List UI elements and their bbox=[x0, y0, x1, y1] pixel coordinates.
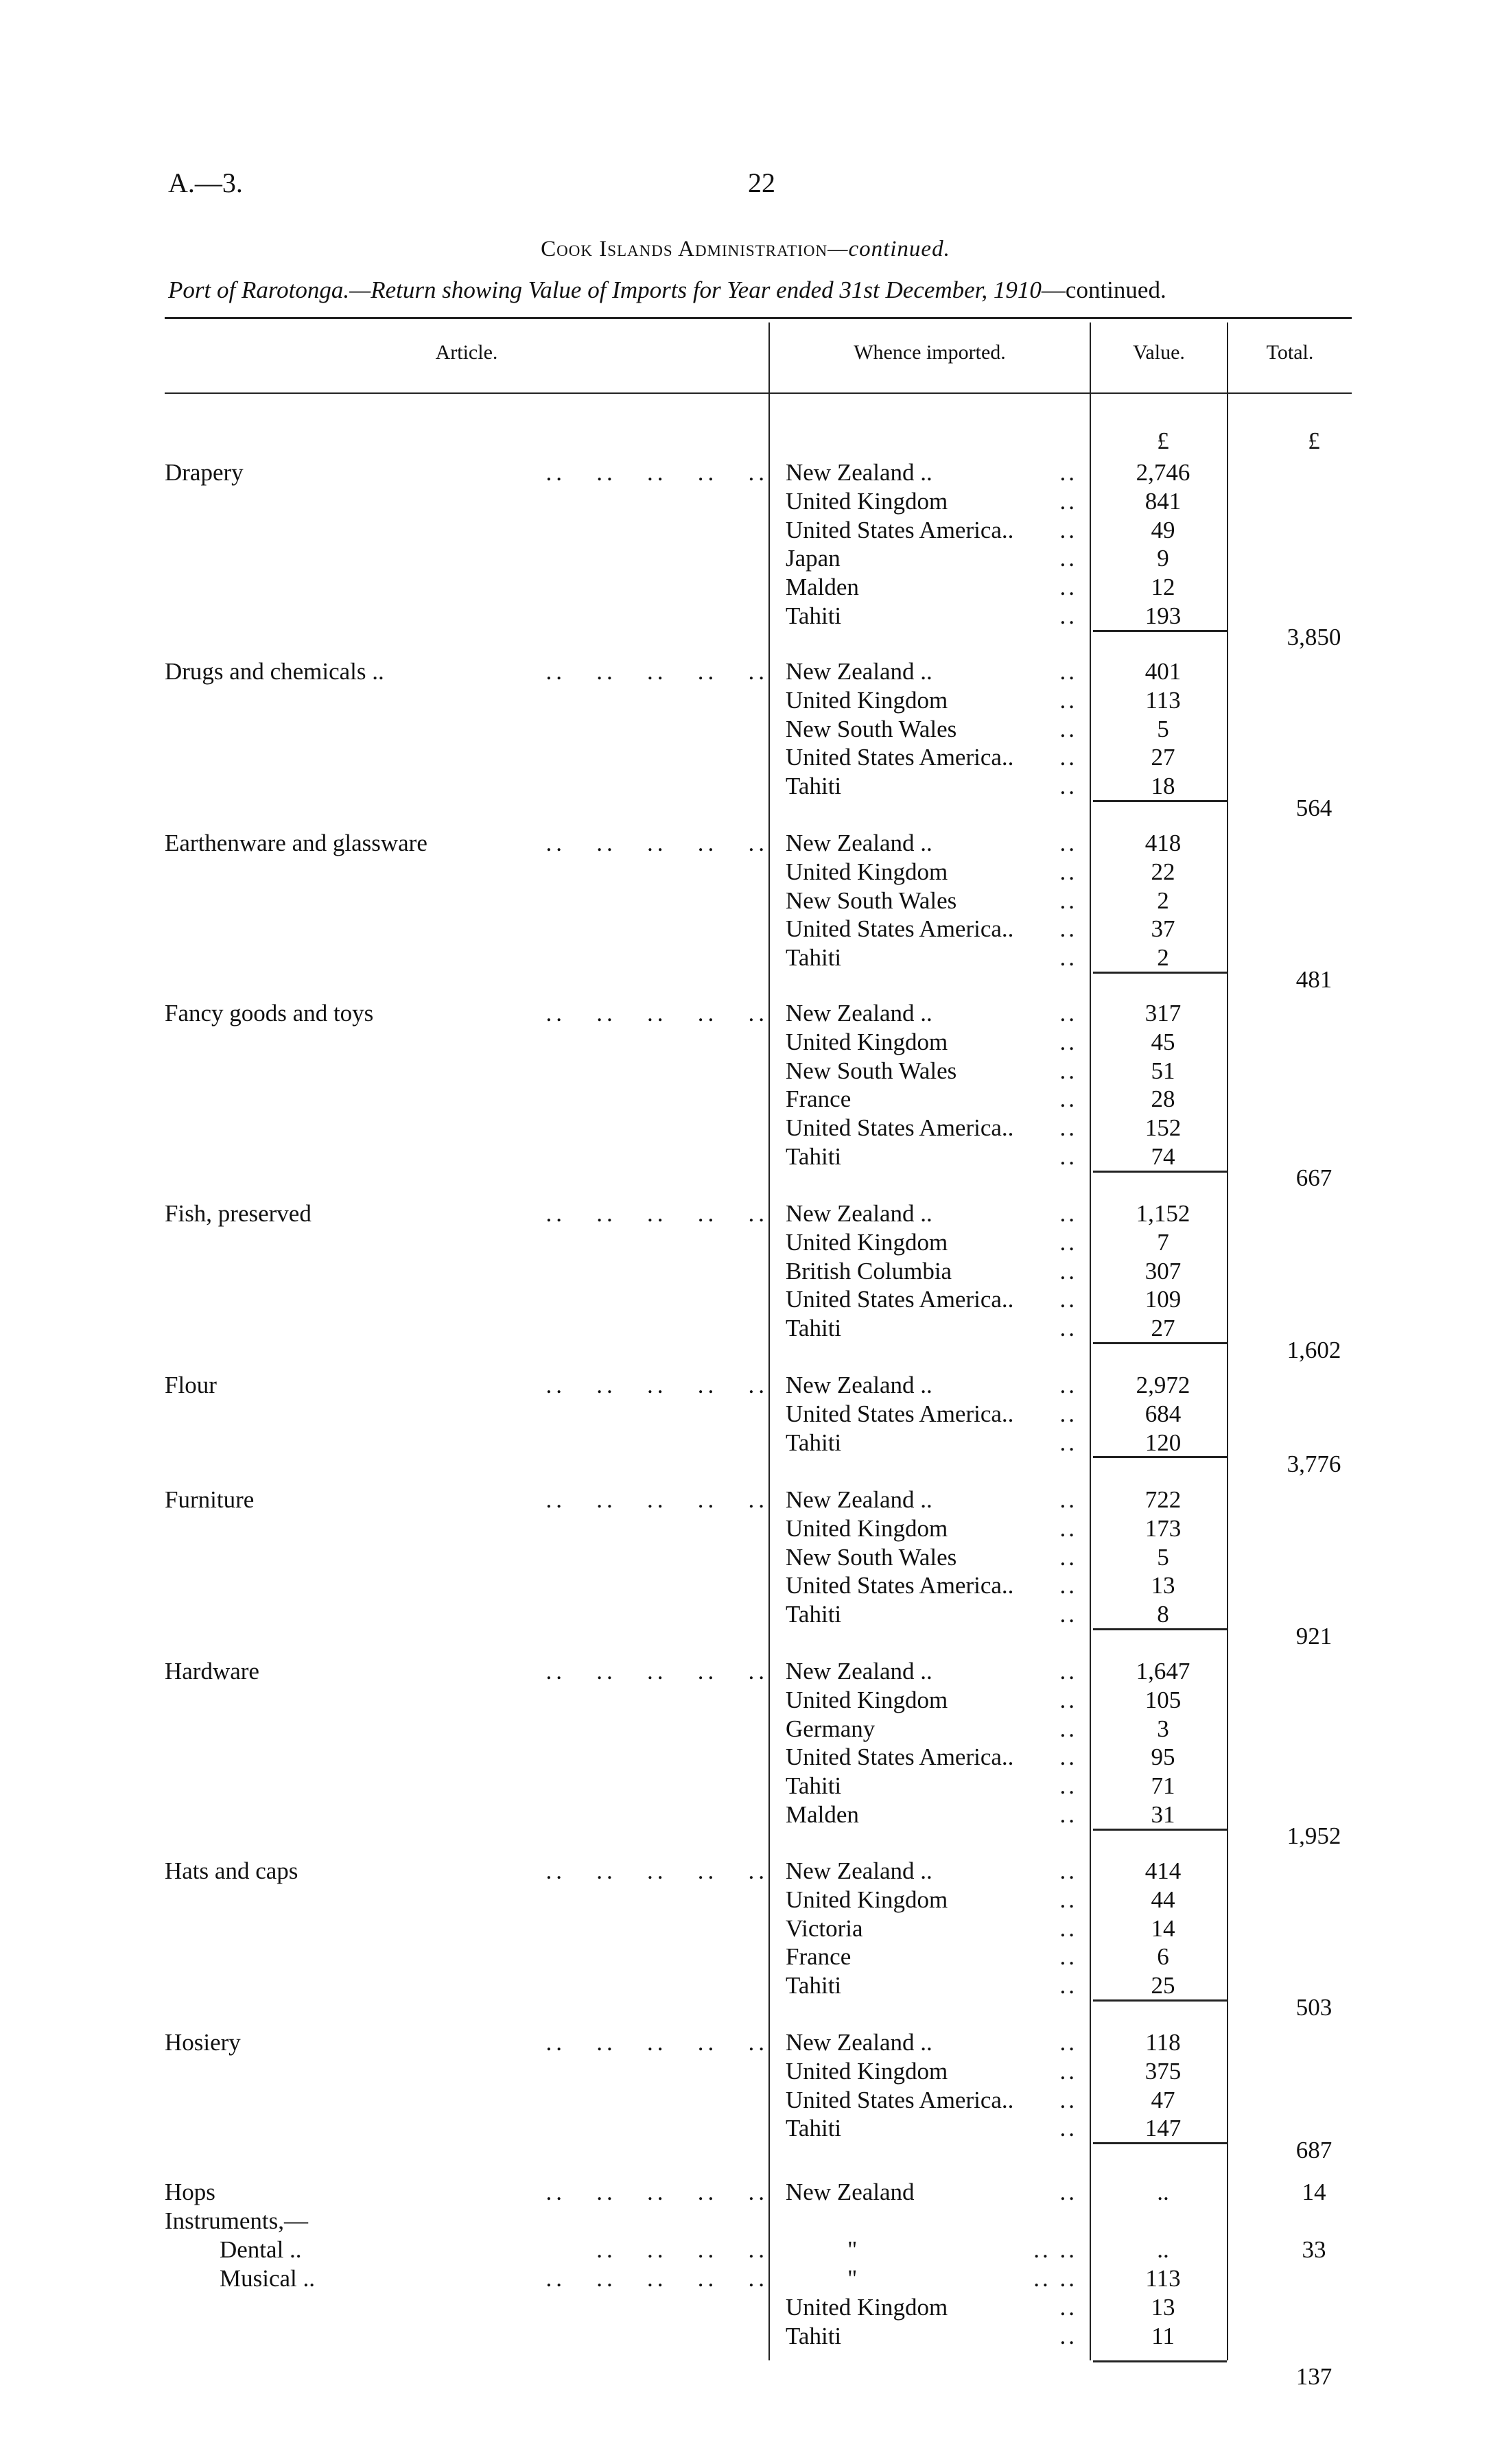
leader-dots: .. bbox=[1059, 1429, 1077, 1456]
import-value: 1,152 bbox=[1136, 1200, 1190, 1227]
leader-dots: .. .. .. .. .. bbox=[545, 1372, 768, 1398]
whence-imported bbox=[786, 1972, 1077, 1999]
subtotal-rule bbox=[1093, 1342, 1227, 1344]
whence-imported bbox=[786, 1515, 1077, 1542]
article-name: Hops bbox=[165, 2179, 215, 2205]
leader-dots: .. .. .. .. .. bbox=[545, 2179, 768, 2205]
subtotal-rule bbox=[1093, 2142, 1227, 2144]
leader-dots: .. bbox=[1059, 858, 1077, 885]
leader-dots: .. bbox=[1059, 2293, 1077, 2321]
leader-dots: .. .. .. .. .. bbox=[545, 1200, 768, 1227]
subtitle-continued: —continued. bbox=[1041, 277, 1166, 303]
source-name: France bbox=[786, 1086, 852, 1113]
leader-dots: .. bbox=[1059, 1914, 1077, 1942]
import-value: 2 bbox=[1157, 887, 1169, 914]
leader-dots: .. bbox=[1059, 773, 1077, 800]
import-value: 5 bbox=[1157, 1543, 1169, 1571]
import-value: 113 bbox=[1145, 2265, 1181, 2292]
whence-imported bbox=[786, 858, 1077, 886]
source-name: Malden bbox=[786, 574, 859, 601]
leader-dots: .. bbox=[1059, 1286, 1077, 1313]
leader-dots: .. bbox=[1059, 1686, 1077, 1713]
leader-dots: .. bbox=[1059, 686, 1077, 714]
source-name: United States America.. bbox=[786, 516, 1014, 543]
import-value: 51 bbox=[1151, 1057, 1175, 1084]
leader-dots: .. bbox=[1059, 1400, 1077, 1427]
whence-imported bbox=[786, 1715, 1077, 1743]
import-value: 173 bbox=[1144, 1514, 1182, 1542]
whence-imported bbox=[786, 744, 1077, 771]
source-name: United Kingdom bbox=[786, 2293, 948, 2321]
whence-imported bbox=[786, 2265, 1077, 2292]
column-header-whence: Whence imported. bbox=[854, 341, 1006, 364]
leader-dots: .. bbox=[1059, 1143, 1077, 1170]
leader-dots: .. bbox=[1059, 887, 1077, 914]
subtotal-rule bbox=[1093, 1829, 1227, 1831]
whence-imported bbox=[786, 1801, 1077, 1829]
source-name: United States America.. bbox=[786, 1286, 1014, 1313]
whence-imported bbox=[786, 1000, 1077, 1027]
import-value: 307 bbox=[1144, 1257, 1182, 1284]
leader-dots: .. bbox=[1059, 459, 1077, 486]
leader-dots: .. bbox=[1059, 2322, 1077, 2349]
whence-imported bbox=[786, 1286, 1077, 1313]
source-name: France bbox=[786, 1943, 852, 1971]
leader-dots: .. bbox=[1059, 715, 1077, 742]
leader-dots: .. bbox=[1059, 1028, 1077, 1055]
leader-dots: .. .. .. .. .. bbox=[545, 459, 768, 486]
source-name: Tahiti bbox=[786, 1143, 842, 1170]
whence-imported bbox=[786, 574, 1077, 601]
import-value: 49 bbox=[1151, 516, 1175, 543]
leader-dots: .. bbox=[1059, 1658, 1077, 1685]
whence-imported bbox=[786, 1572, 1077, 1599]
leader-dots: .. bbox=[1059, 1886, 1077, 1913]
source-name: Tahiti bbox=[786, 1315, 842, 1342]
article-name: Drapery bbox=[165, 459, 244, 486]
import-value: 12 bbox=[1151, 574, 1175, 601]
leader-dots: .. bbox=[1059, 1000, 1077, 1026]
import-value: 120 bbox=[1144, 1429, 1182, 1456]
leader-dots: .. bbox=[1059, 574, 1077, 601]
article-name: Flour bbox=[165, 1372, 217, 1398]
whence-imported bbox=[786, 915, 1077, 943]
article-name: Furniture bbox=[165, 1486, 255, 1513]
leader-dots: .. bbox=[1059, 1543, 1077, 1571]
import-value: 684 bbox=[1144, 1400, 1182, 1427]
article-name: Musical .. bbox=[220, 2265, 316, 2292]
source-name: New Zealand .. bbox=[786, 1857, 932, 1884]
leader-dots: .. .. .. .. .. bbox=[545, 1000, 768, 1026]
page-number: 22 bbox=[748, 167, 775, 198]
leader-dots: .. bbox=[1059, 1228, 1077, 1256]
source-name: New Zealand .. bbox=[786, 658, 932, 685]
whence-imported bbox=[786, 887, 1077, 915]
whence-imported bbox=[786, 2236, 1077, 2264]
source-name: United Kingdom bbox=[786, 1028, 948, 1055]
source-name: Germany bbox=[786, 1715, 876, 1742]
source-name: Tahiti bbox=[786, 1972, 842, 1999]
source-name: British Columbia bbox=[786, 1257, 952, 1284]
whence-imported bbox=[786, 1229, 1077, 1256]
subtotal-rule bbox=[1093, 630, 1227, 632]
whence-imported bbox=[786, 2029, 1077, 2056]
leader-dots: .. bbox=[1059, 545, 1077, 572]
whence-imported bbox=[786, 2179, 1077, 2206]
source-name: United States America.. bbox=[786, 744, 1014, 771]
leader-dots: .. bbox=[1059, 1257, 1077, 1284]
leader-dots: .. bbox=[1059, 1801, 1077, 1828]
import-value: 118 bbox=[1145, 2029, 1181, 2056]
whence-imported bbox=[786, 716, 1077, 743]
import-value: 37 bbox=[1151, 915, 1175, 943]
import-value: 109 bbox=[1144, 1286, 1182, 1313]
leader-dots: .. bbox=[1059, 1772, 1077, 1800]
source-name: Tahiti bbox=[786, 2115, 842, 2142]
source-name: New South Wales bbox=[786, 715, 957, 742]
leader-dots: .. .. .. .. .. bbox=[545, 658, 768, 685]
whence-imported bbox=[786, 1114, 1077, 1142]
whence-imported bbox=[786, 1057, 1077, 1085]
leader-dots: .. bbox=[1059, 2115, 1077, 2142]
leader-dots: .. bbox=[1059, 658, 1077, 685]
source-name: Tahiti bbox=[786, 2322, 842, 2349]
whence-imported bbox=[786, 545, 1077, 572]
import-value: 5 bbox=[1157, 715, 1169, 742]
article-name: Hosiery bbox=[165, 2029, 241, 2056]
whence-imported bbox=[786, 1658, 1077, 1685]
import-value: 113 bbox=[1145, 686, 1181, 714]
source-name: New Zealand .. bbox=[786, 1200, 932, 1227]
whence-imported bbox=[786, 2323, 1077, 2350]
whence-imported bbox=[786, 830, 1077, 857]
whence-imported bbox=[786, 1857, 1077, 1885]
leader-dots: .. .. bbox=[1033, 2265, 1077, 2292]
whence-imported bbox=[786, 1744, 1077, 1771]
group-total: 137 bbox=[1295, 2363, 1332, 2391]
article-name: Earthenware and glassware bbox=[165, 830, 427, 856]
import-value: 414 bbox=[1144, 1857, 1182, 1884]
leader-dots: .. bbox=[1059, 1315, 1077, 1342]
ditto-mark: " bbox=[847, 2236, 858, 2263]
import-value: 45 bbox=[1151, 1028, 1175, 1055]
import-value: 722 bbox=[1144, 1486, 1182, 1513]
import-value: 74 bbox=[1151, 1143, 1175, 1170]
source-name: Tahiti bbox=[786, 1601, 842, 1628]
group-total: 503 bbox=[1295, 1993, 1332, 2021]
document-reference: A.—3. bbox=[168, 167, 243, 198]
group-total: 14 bbox=[1302, 2179, 1326, 2205]
group-total: 1,952 bbox=[1287, 1822, 1341, 1850]
source-name: United Kingdom bbox=[786, 487, 948, 515]
import-value: 13 bbox=[1151, 2293, 1175, 2321]
import-value: .. bbox=[1157, 2236, 1169, 2263]
whence-imported bbox=[786, 1315, 1077, 1342]
column-header-article: Article. bbox=[435, 341, 498, 364]
leader-dots: .. bbox=[1059, 1486, 1077, 1513]
leader-dots: .. bbox=[1059, 1943, 1077, 1971]
import-value: 1,647 bbox=[1136, 1658, 1190, 1685]
whence-imported bbox=[786, 687, 1077, 714]
import-value: 44 bbox=[1151, 1886, 1175, 1913]
source-name: Tahiti bbox=[786, 1772, 842, 1800]
leader-dots: .. bbox=[1059, 2179, 1077, 2205]
source-name: New Zealand bbox=[786, 2179, 915, 2205]
whence-imported bbox=[786, 602, 1077, 630]
whence-imported bbox=[786, 1372, 1077, 1399]
leader-dots: .. bbox=[1059, 2086, 1077, 2113]
whence-imported bbox=[786, 1258, 1077, 1285]
import-value: 2 bbox=[1157, 944, 1169, 972]
import-value: 418 bbox=[1144, 830, 1182, 856]
whence-imported bbox=[786, 2058, 1077, 2085]
leader-dots: .. .. .. .. .. bbox=[545, 830, 768, 856]
leader-dots: .. .. .. .. .. bbox=[545, 1857, 768, 1884]
source-name: New Zealand .. bbox=[786, 830, 932, 856]
whence-imported bbox=[786, 1486, 1077, 1514]
import-value: 71 bbox=[1151, 1772, 1175, 1800]
whence-imported bbox=[786, 1601, 1077, 1628]
leader-dots: .. bbox=[1059, 602, 1077, 629]
column-header-value: Value. bbox=[1133, 341, 1185, 364]
leader-dots: .. bbox=[1059, 1972, 1077, 1999]
article-name: Dental .. bbox=[220, 2236, 302, 2263]
import-value: 193 bbox=[1144, 602, 1182, 629]
leader-dots: .. bbox=[1059, 1086, 1077, 1113]
subtotal-rule bbox=[1093, 1456, 1227, 1458]
whence-imported bbox=[786, 1915, 1077, 1943]
subtotal-rule bbox=[1093, 1171, 1227, 1173]
leader-dots: .. .. bbox=[1033, 2236, 1077, 2263]
source-name: New Zealand .. bbox=[786, 459, 932, 486]
whence-imported bbox=[786, 2115, 1077, 2142]
group-total: 3,776 bbox=[1287, 1450, 1341, 1477]
import-value: 18 bbox=[1151, 773, 1175, 800]
import-value: 3 bbox=[1157, 1715, 1169, 1742]
total-currency-symbol: £ bbox=[1308, 427, 1320, 454]
article-name: Fish, preserved bbox=[165, 1200, 312, 1227]
leader-dots: .. bbox=[1059, 830, 1077, 856]
source-name: United States America.. bbox=[786, 915, 1014, 943]
import-value: 31 bbox=[1151, 1801, 1175, 1828]
leader-dots: .. bbox=[1059, 1514, 1077, 1542]
import-value: 13 bbox=[1151, 1572, 1175, 1599]
value-currency-symbol: £ bbox=[1157, 427, 1169, 454]
source-name: Tahiti bbox=[786, 944, 842, 972]
group-total: 1,602 bbox=[1287, 1336, 1341, 1363]
leader-dots: .. bbox=[1059, 1372, 1077, 1398]
article-name: Fancy goods and toys bbox=[165, 1000, 374, 1026]
leader-dots: .. bbox=[1059, 1114, 1077, 1142]
group-total: 921 bbox=[1295, 1622, 1332, 1650]
source-name: New South Wales bbox=[786, 1543, 957, 1571]
import-value: 401 bbox=[1144, 658, 1182, 685]
source-name: New South Wales bbox=[786, 1057, 957, 1084]
import-value: .. bbox=[1157, 2179, 1169, 2205]
article-name: Drugs and chemicals .. bbox=[165, 658, 384, 685]
whence-imported bbox=[786, 1400, 1077, 1428]
leader-dots: .. .. .. .. .. bbox=[545, 2265, 768, 2292]
leader-dots: .. .. .. .. bbox=[596, 2236, 768, 2263]
source-name: Tahiti bbox=[786, 602, 842, 629]
leader-dots: .. bbox=[1059, 487, 1077, 515]
source-name: United Kingdom bbox=[786, 1228, 948, 1256]
import-value: 147 bbox=[1144, 2115, 1182, 2142]
source-name: Malden bbox=[786, 1801, 859, 1828]
group-total: 481 bbox=[1295, 965, 1332, 993]
import-value: 6 bbox=[1157, 1943, 1169, 1971]
source-name: United States America.. bbox=[786, 1400, 1014, 1427]
source-name: New Zealand .. bbox=[786, 2029, 932, 2056]
source-name: United States America.. bbox=[786, 1572, 1014, 1599]
whence-imported bbox=[786, 773, 1077, 800]
import-value: 11 bbox=[1151, 2322, 1175, 2349]
source-name: New South Wales bbox=[786, 887, 957, 914]
source-name: United States America.. bbox=[786, 1744, 1014, 1771]
import-value: 14 bbox=[1151, 1914, 1175, 1942]
whence-imported bbox=[786, 658, 1077, 685]
subtotal-rule bbox=[1093, 2360, 1227, 2362]
leader-dots: .. bbox=[1059, 1200, 1077, 1227]
import-value: 28 bbox=[1151, 1086, 1175, 1113]
import-value: 317 bbox=[1144, 1000, 1182, 1026]
source-name: Tahiti bbox=[786, 773, 842, 800]
leader-dots: .. bbox=[1059, 2057, 1077, 2085]
whence-imported bbox=[786, 1687, 1077, 1714]
column-header-total: Total. bbox=[1266, 341, 1314, 364]
whence-imported bbox=[786, 1772, 1077, 1800]
whence-imported bbox=[786, 1943, 1077, 1971]
ditto-mark: " bbox=[847, 2265, 858, 2292]
leader-dots: .. bbox=[1059, 1601, 1077, 1628]
subtitle-main: Port of Rarotonga.—Return showing Value of Imports for Year ended 31st December, 1910 bbox=[168, 277, 1042, 303]
leader-dots: .. .. .. .. .. bbox=[545, 2029, 768, 2056]
subtotal-rule bbox=[1093, 1999, 1227, 2002]
source-name: New Zealand .. bbox=[786, 1372, 932, 1398]
import-value: 95 bbox=[1151, 1744, 1175, 1771]
article-name: Hats and caps bbox=[165, 1857, 298, 1884]
source-name: United Kingdom bbox=[786, 686, 948, 714]
source-name: Tahiti bbox=[786, 1429, 842, 1456]
group-total: 3,850 bbox=[1287, 624, 1341, 651]
leader-dots: .. bbox=[1059, 1572, 1077, 1599]
instruments-heading: Instruments,— bbox=[165, 2207, 309, 2234]
subtotal-rule bbox=[1093, 800, 1227, 802]
leader-dots: .. bbox=[1059, 1715, 1077, 1742]
import-value: 375 bbox=[1144, 2057, 1182, 2085]
whence-imported bbox=[786, 1544, 1077, 1571]
source-name: United Kingdom bbox=[786, 2057, 948, 2085]
leader-dots: .. bbox=[1059, 1744, 1077, 1771]
article-name: Hardware bbox=[165, 1658, 259, 1685]
whence-imported bbox=[786, 1200, 1077, 1228]
source-name: United Kingdom bbox=[786, 858, 948, 885]
leader-dots: .. bbox=[1059, 1857, 1077, 1884]
whence-imported bbox=[786, 488, 1077, 515]
source-name: United Kingdom bbox=[786, 1514, 948, 1542]
source-name: Victoria bbox=[786, 1914, 863, 1942]
whence-imported bbox=[786, 1029, 1077, 1056]
source-name: United Kingdom bbox=[786, 1886, 948, 1913]
import-value: 7 bbox=[1157, 1228, 1169, 1256]
whence-imported bbox=[786, 944, 1077, 972]
import-value: 27 bbox=[1151, 744, 1175, 771]
leader-dots: .. bbox=[1059, 944, 1077, 972]
import-value: 841 bbox=[1144, 487, 1182, 515]
whence-imported bbox=[786, 1429, 1077, 1457]
group-total: 687 bbox=[1295, 2136, 1332, 2163]
subtotal-rule bbox=[1093, 972, 1227, 974]
import-value: 47 bbox=[1151, 2086, 1175, 2113]
leader-dots: .. bbox=[1059, 915, 1077, 943]
whence-imported bbox=[786, 1086, 1077, 1113]
source-name: United States America.. bbox=[786, 1114, 1014, 1142]
leader-dots: .. bbox=[1059, 1057, 1077, 1084]
source-name: United States America.. bbox=[786, 2086, 1014, 2113]
leader-dots: .. bbox=[1059, 516, 1077, 543]
leader-dots: .. bbox=[1059, 2029, 1077, 2056]
group-total: 33 bbox=[1302, 2236, 1326, 2263]
import-value: 152 bbox=[1144, 1114, 1182, 1142]
import-value: 105 bbox=[1144, 1686, 1182, 1713]
whence-imported bbox=[786, 1143, 1077, 1171]
whence-imported bbox=[786, 1886, 1077, 1914]
import-value: 22 bbox=[1151, 858, 1175, 885]
import-value: 8 bbox=[1157, 1601, 1169, 1628]
source-name: New Zealand .. bbox=[786, 1486, 932, 1513]
import-value: 2,972 bbox=[1136, 1372, 1190, 1398]
whence-imported bbox=[786, 2294, 1077, 2321]
import-value: 27 bbox=[1151, 1315, 1175, 1342]
import-value: 25 bbox=[1151, 1972, 1175, 1999]
administration-name: Cook Islands Administration bbox=[541, 237, 828, 261]
leader-dots: .. .. .. .. .. bbox=[545, 1486, 768, 1513]
subtotal-rule bbox=[1093, 1628, 1227, 1630]
source-name: United Kingdom bbox=[786, 1686, 948, 1713]
group-total: 564 bbox=[1295, 794, 1332, 821]
whence-imported bbox=[786, 2087, 1077, 2114]
leader-dots: .. bbox=[1059, 744, 1077, 771]
group-total: 667 bbox=[1295, 1164, 1332, 1192]
source-name: New Zealand .. bbox=[786, 1658, 932, 1685]
import-value: 9 bbox=[1157, 545, 1169, 572]
leader-dots: .. .. .. .. .. bbox=[545, 1658, 768, 1685]
import-value: 2,746 bbox=[1136, 459, 1190, 486]
source-name: Japan bbox=[786, 545, 841, 572]
source-name: New Zealand .. bbox=[786, 1000, 932, 1026]
whence-imported bbox=[786, 517, 1077, 544]
whence-imported bbox=[786, 459, 1077, 486]
administration-continued: —continued. bbox=[827, 237, 950, 261]
